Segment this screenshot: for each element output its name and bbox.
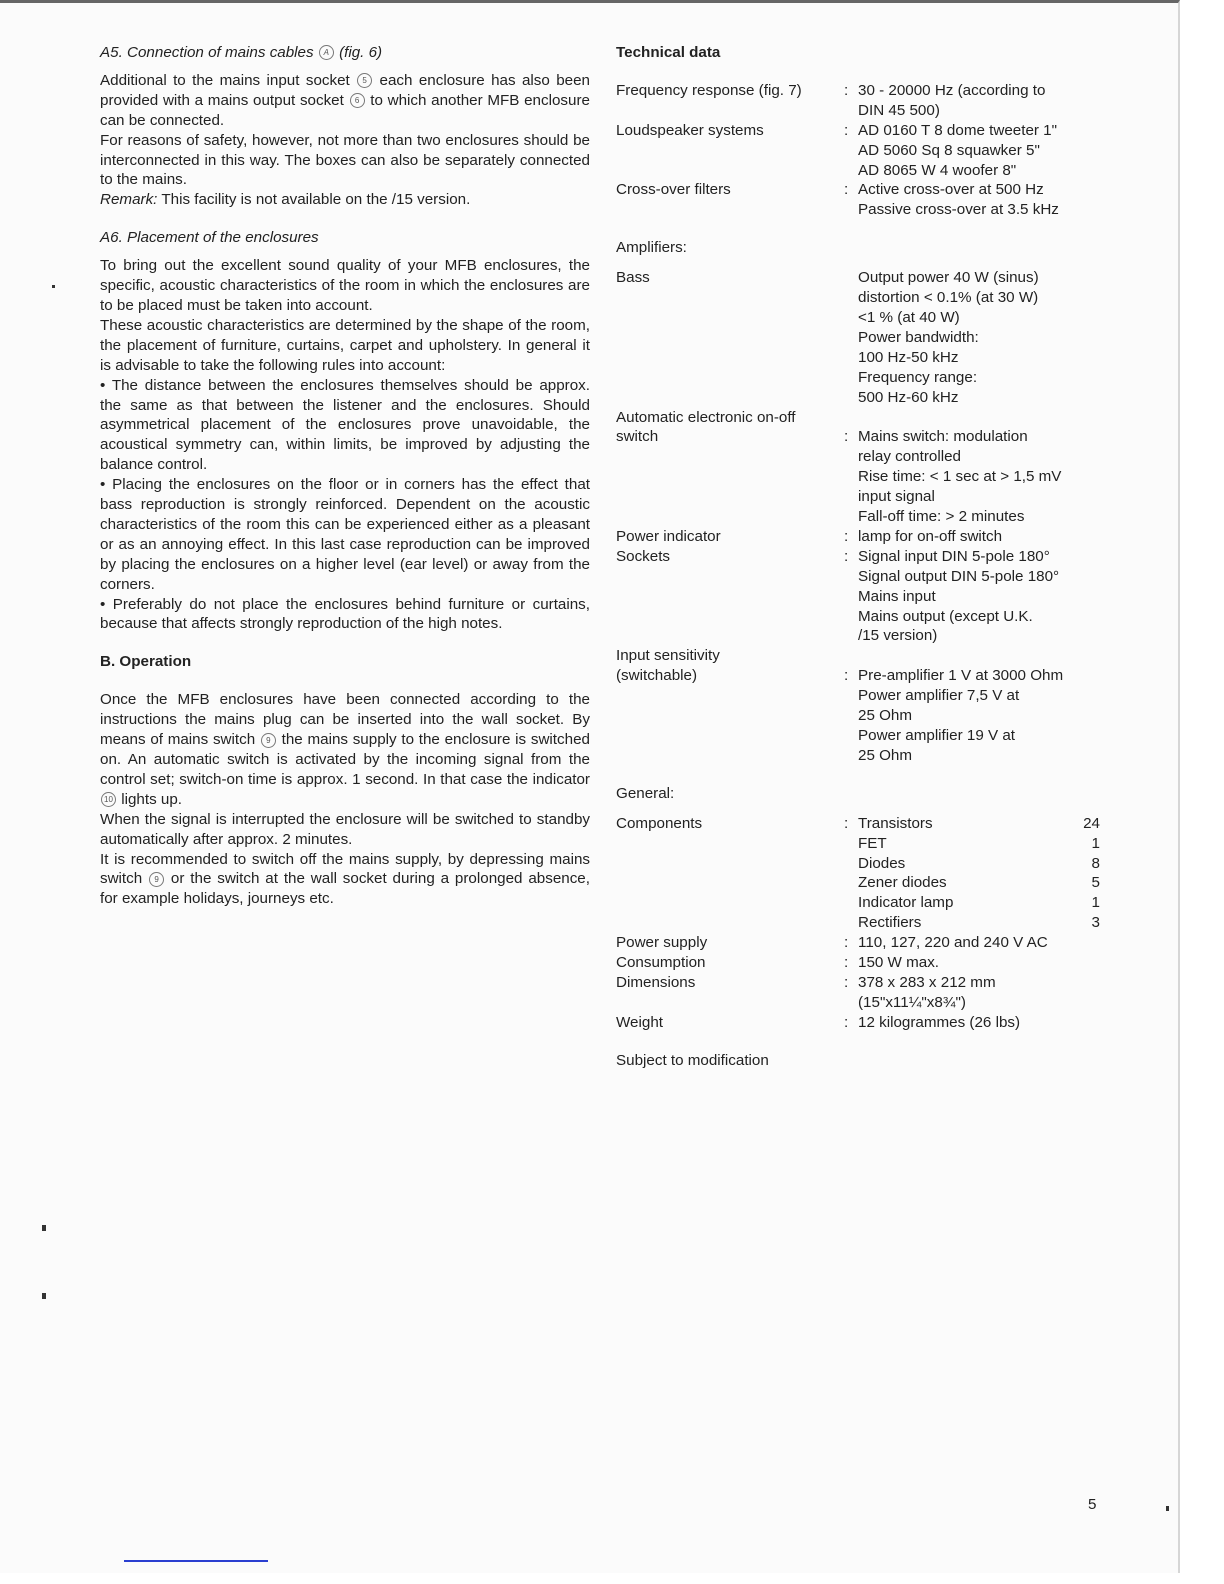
spec-power-supply	[616, 933, 1116, 953]
b-p1-part-a: Once the MFB enclosures have been connected according to the instructions the mains plug can be inserted into the wall socket. By means of mains switch	[100, 691, 590, 749]
a6-bullet-1: • The distance between the enclosures themselves should be approx. the same as that between the listener and the enclosures. Should asymmetrical placement of the enclosures prove unavoidable, the acoustical symmetry can, within limits, be improved by adjusting the balance control.	[100, 376, 590, 474]
spec-value-line: 378 x 283 x 212 mm	[858, 973, 996, 991]
component-name: Rectifiers	[858, 914, 922, 932]
scan-speck	[1166, 1506, 1169, 1511]
spec-value	[858, 973, 1116, 1013]
spec-value-line: Fall-off time: > 2 minutes	[858, 508, 1025, 526]
scan-speck	[42, 1225, 46, 1231]
spec-colon: :	[844, 934, 849, 952]
components-list	[858, 814, 1116, 933]
spec-value-line: Signal output DIN 5-pole 180°	[858, 567, 1060, 585]
component-name: Diodes	[858, 854, 906, 872]
remark-text: This facility is not available on the /15 version.	[161, 191, 471, 209]
component-row	[858, 854, 1100, 874]
spec-value-line: AD 0160 T 8 dome tweeter 1"	[858, 121, 1058, 139]
subject-to-modification: Subject to modification	[616, 1051, 769, 1069]
spec-value-line: Mains output (except U.K.	[858, 607, 1033, 625]
b-paragraph-1	[100, 690, 590, 809]
spec-value-line: 100 Hz-50 kHz	[858, 348, 959, 366]
spec-label: Dimensions	[616, 973, 696, 991]
a6-paragraph-2: These acoustic characteristics are determined by the shape of the room, the placement of furniture, curtains, carpet and upholstery. In general it is advisable to take the following rules into account:	[100, 316, 590, 374]
component-qty: 1	[1091, 894, 1100, 912]
spec-value-line: Signal input DIN 5-pole 180°	[858, 547, 1050, 565]
spec-value	[858, 180, 1116, 220]
component-name: Zener diodes	[858, 874, 947, 892]
b-p3-part-a: It is recommended to switch off the mains supply, by depressing mains switch	[100, 850, 590, 888]
spec-components	[616, 814, 1116, 933]
component-qty: 1	[1091, 834, 1100, 852]
spec-bass	[616, 268, 1116, 407]
spec-value-line: Rise time: < 1 sec at > 1,5 mV	[858, 468, 1062, 486]
spec-label: Bass	[616, 269, 650, 287]
page-number: 5	[1088, 1496, 1097, 1513]
spec-sockets	[616, 547, 1116, 647]
b-p1-part-b: the mains supply to the enclosure is switched on. An automatic switch is activated by the incoming signal from the control set; switch-on time is approx. 1 second. In that case the indicator	[100, 731, 590, 788]
auto-switch-label-line1: Automatic electronic on-off	[616, 408, 796, 426]
spec-value-line: 25 Ohm	[858, 746, 913, 764]
spec-value-line: AD 5060 Sq 8 squawker 5"	[858, 141, 1040, 159]
spec-automatic-switch	[616, 427, 1116, 527]
spec-consumption	[616, 953, 1116, 973]
b-p1-part-c: lights up.	[121, 790, 183, 808]
spec-value-line: relay controlled	[858, 448, 961, 466]
spec-label: Frequency response (fig. 7)	[616, 81, 802, 99]
component-qty: 8	[1091, 854, 1100, 872]
component-row	[858, 873, 1100, 893]
spec-colon: :	[844, 973, 849, 991]
a5-p1-part-b: each enclosure has also been provided with a mains output socket	[100, 71, 590, 109]
b-operation-heading: B. Operation	[100, 653, 192, 671]
spec-value-line: Frequency range:	[858, 368, 978, 386]
spec-value-line: Power bandwidth:	[858, 328, 979, 346]
spec-label: switch	[616, 428, 659, 446]
spec-value-line: Mains switch: modulation	[858, 428, 1028, 446]
ref-marker-9: 9	[261, 733, 276, 748]
a5-p1-part-a: Additional to the mains input socket	[100, 71, 350, 89]
spec-value	[858, 547, 1116, 647]
spec-frequency-response	[616, 81, 1116, 121]
component-qty: 3	[1091, 914, 1100, 932]
spec-value-line: 500 Hz-60 kHz	[858, 388, 959, 406]
scan-speck	[52, 285, 55, 288]
ref-marker-6: 6	[350, 93, 365, 108]
ref-marker-5: 5	[357, 73, 372, 88]
ref-marker-10: 10	[101, 792, 116, 807]
a5-p1-part-c: to which another MFB enclosure can be connected.	[100, 91, 590, 129]
spec-value-line: /15 version)	[858, 627, 938, 645]
a5-paragraph-1	[100, 71, 590, 131]
spec-label: Power indicator	[616, 527, 721, 545]
spec-label: Sockets	[616, 547, 671, 565]
spec-colon: :	[844, 181, 849, 199]
b-p3-part-b: or the switch at the wall socket during a prolonged absence, for example holidays, journeys etc.	[100, 870, 590, 908]
spec-value-line: Mains input	[858, 587, 936, 605]
spec-label: Loudspeaker systems	[616, 121, 764, 139]
spec-value-line: Output power 40 W (sinus)	[858, 269, 1039, 287]
scan-edge-line	[124, 1560, 268, 1562]
input-sensitivity-label-line1: Input sensitivity	[616, 647, 720, 665]
scan-speck	[42, 1293, 46, 1299]
spec-colon: :	[844, 954, 849, 972]
spec-value-line: input signal	[858, 488, 935, 506]
spec-value-line: DIN 45 500)	[858, 101, 940, 119]
spec-value	[858, 121, 1116, 181]
left-column	[100, 43, 590, 909]
b-paragraph-2: When the signal is interrupted the enclosure will be switched to standby automatically after approx. 2 minutes.	[100, 810, 590, 848]
spec-colon: :	[844, 1013, 849, 1031]
amplifiers-label: Amplifiers:	[616, 239, 687, 257]
spec-value: 12 kilogrammes (26 lbs)	[858, 1013, 1021, 1031]
component-name: Indicator lamp	[858, 894, 954, 912]
spec-value	[858, 427, 1116, 527]
a6-heading: A6. Placement of the enclosures	[100, 229, 319, 247]
spec-value-line: Pre-amplifier 1 V at 3000 Ohm	[858, 667, 1064, 685]
spec-value: 150 W max.	[858, 954, 940, 972]
remark-label: Remark:	[100, 191, 158, 209]
spec-colon: :	[844, 121, 849, 139]
a6-bullet-2: • Placing the enclosures on the floor or in corners has the effect that bass reproduction is strongly reinforced. Dependent on the acoustic characteristics of the room this can be experienced either as a pleasant or as an annoying effect. In this last case reproduction can be improved by placing the enclosures on a higher level (ear level) or away from the corners.	[100, 476, 590, 593]
spec-colon: :	[844, 667, 849, 685]
ref-marker-9b: 9	[149, 872, 164, 887]
spec-value-line: Power amplifier 19 V at	[858, 727, 1016, 744]
spec-value-line: Power amplifier 7,5 V at	[858, 687, 1020, 705]
component-row	[858, 913, 1100, 933]
spec-colon: :	[844, 81, 849, 99]
spec-label: Cross-over filters	[616, 181, 731, 199]
spec-label: Components	[616, 814, 703, 832]
component-qty: 24	[1083, 814, 1100, 832]
right-column-technical-data	[616, 43, 1116, 1071]
a5-figure-ref: (fig. 6)	[339, 44, 383, 61]
component-row	[858, 893, 1100, 913]
spec-colon: :	[844, 527, 849, 545]
general-label: General:	[616, 784, 675, 802]
spec-value-line: <1 % (at 40 W)	[858, 308, 960, 326]
spec-input-sensitivity	[616, 666, 1116, 766]
spec-label: Power supply	[616, 934, 708, 952]
component-name: Transistors	[858, 814, 933, 832]
spec-value-line: AD 8065 W 4 woofer 8"	[858, 161, 1017, 179]
component-qty: 5	[1091, 874, 1100, 892]
b-paragraph-3	[100, 850, 590, 910]
spec-value: lamp for on-off switch	[858, 527, 1003, 545]
spec-value-line: Active cross-over at 500 Hz	[858, 181, 1044, 199]
spec-value: 110, 127, 220 and 240 V AC	[858, 934, 1048, 952]
spec-cross-over-filters	[616, 180, 1116, 220]
component-row	[858, 814, 1100, 834]
ref-marker-a: A	[319, 45, 334, 60]
spec-weight	[616, 1013, 1116, 1033]
a5-heading	[100, 43, 590, 63]
spec-label: Weight	[616, 1013, 663, 1031]
spec-dimensions	[616, 973, 1116, 1013]
spec-value	[858, 268, 1116, 407]
spec-value-line: 25 Ohm	[858, 707, 913, 725]
a5-remark	[100, 190, 590, 210]
spec-value-line: distortion < 0.1% (at 30 W)	[858, 289, 1039, 307]
spec-colon: :	[844, 428, 849, 446]
spec-value-line: (15"x11¼"x8¾")	[858, 993, 966, 1011]
spec-power-indicator	[616, 527, 1116, 547]
a6-paragraph-1: To bring out the excellent sound quality of your MFB enclosures, the specific, acoustic characteristics of the room in which the enclosures are to be placed must be taken into account.	[100, 257, 590, 314]
spec-value-line: Passive cross-over at 3.5 kHz	[858, 201, 1059, 219]
spec-loudspeaker-systems	[616, 121, 1116, 181]
component-name: FET	[858, 834, 887, 852]
spec-colon: :	[844, 547, 849, 565]
spec-value	[858, 81, 1116, 121]
spec-value	[858, 666, 1116, 766]
spec-colon: :	[844, 814, 849, 832]
component-row	[858, 834, 1100, 854]
a6-bullet-3: • Preferably do not place the enclosures behind furniture or curtains, because that affects strongly reproduction of the high notes.	[100, 595, 590, 633]
a5-paragraph-2: For reasons of safety, however, not more than two enclosures should be interconnected in this way. The boxes can also be separately connected to the mains.	[100, 131, 590, 189]
spec-value-line: 30 - 20000 Hz (according to	[858, 81, 1046, 99]
technical-data-heading: Technical data	[616, 44, 721, 61]
spec-label: Consumption	[616, 954, 706, 972]
a5-heading-text: A5. Connection of mains cables	[100, 44, 314, 61]
spec-label: (switchable)	[616, 667, 698, 685]
